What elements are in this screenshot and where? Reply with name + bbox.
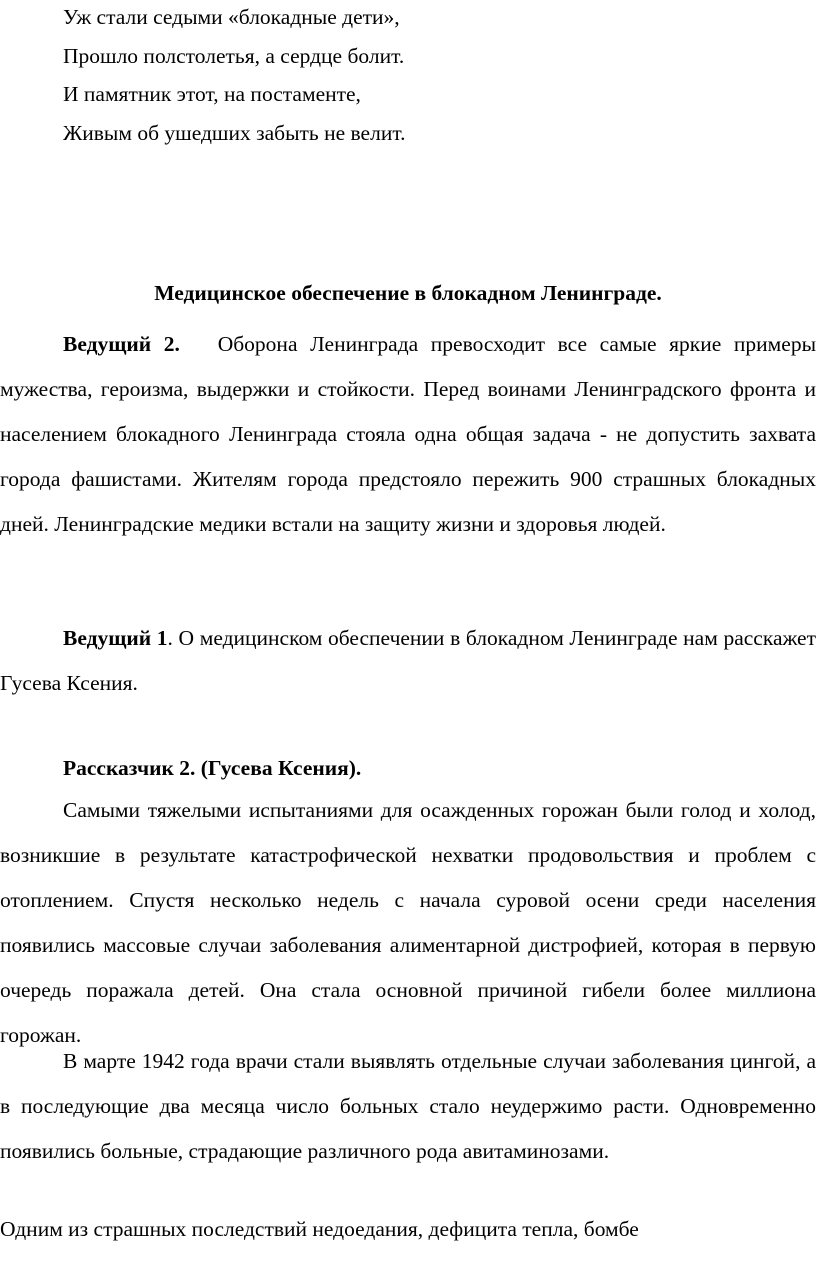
paragraph-text: Оборона Ленинграда превосходит все самые яркие примеры мужества, героизма, выдержки и стойкости. Перед воинами Ленинградского фронта и населением блокадного Ленинграда стояла одна общая задача - не допустить захвата города фашистами. Жителям города предстояло пережить 900 страшных блокадных дней. Ленинградские медики встали на защиту жизни и здоровья людей. [0,332,816,536]
narrator-heading: Рассказчик 2. (Гусева Ксения). [63,756,362,780]
paragraph-text: . О медицинском обеспечении в блокадном Ленинграде нам расскажет Гусева Ксения. [0,626,816,695]
paragraph-presenter-2 [0,322,816,547]
speaker-label: Ведущий 2. [63,332,180,356]
poem-line: Прошло полстолетья, а сердце болит. [63,43,405,68]
section-title: Медицинское обеспечение в блокадном Ленинграде. [154,281,662,305]
speaker-label: Ведущий 1 [63,626,168,650]
paragraph-narrator-hunger: Самыми тяжелыми испытаниями для осажденных горожан были голод и холод, возникшие в результате катастрофической нехватки продовольствия и проблем с отоплением. Спустя несколько недель с начала суровой осени среди населения появились массовые случаи заболевания алиментарной дистрофией, которая в первую очередь поражала детей. Она стала основной причиной гибели более миллиона горожан. [0,798,816,1047]
poem [63,4,405,158]
paragraph-narrator-consequences: Одним из страшных последствий недоедания, дефицита тепла, бомбе [0,1217,639,1241]
poem-line: Уж стали седыми «блокадные дети», [63,5,400,29]
poem-line: Живым об ушедших забыть не велит. [63,120,406,145]
poem-line: И памятник этот, на постаменте, [63,82,361,106]
paragraph-narrator-scurvy: В марте 1942 года врачи стали выявлять отдельные случаи заболевания цингой, а в последующие два месяца число больных стало неудержимо расти. Одновременно появились больные, страдающие различного рода авитаминозами. [0,1049,816,1163]
paragraph-presenter-1 [0,616,816,706]
